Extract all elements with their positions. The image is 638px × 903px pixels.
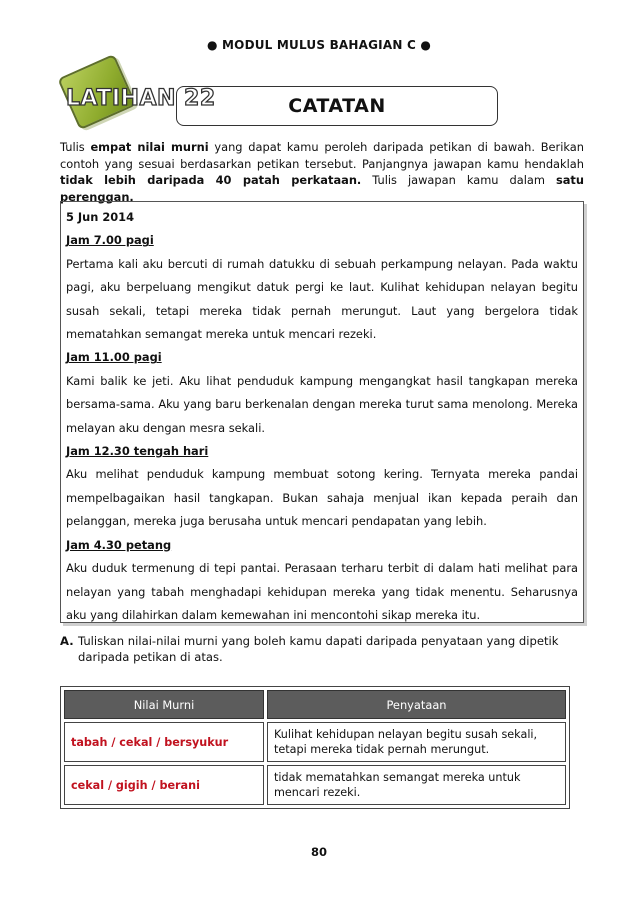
instructions-text-3: Tulis jawapan kamu dalam [361, 173, 556, 187]
entry-time: Jam 7.00 pagi [66, 233, 154, 248]
penyataan-cell: tidak mematahkan semangat mereka untuk mencari rezeki. [267, 765, 566, 805]
module-header: ● MODUL MULUS BAHAGIAN C ● [206, 38, 432, 52]
entry-text: Pertama kali aku bercuti di rumah datukku di sebuah perkampung nelayan. Pada waktu pagi, aku berpeluang mengikut datuk pergi ke laut. Kulihat kehidupan nelayan begitu susah sekali, tetapi mereka tidak pernah merungut. Laut yang bergelora tidak mematahkan semangat mereka untuk mencari rezeki. [66, 256, 578, 342]
page-number: 80 [310, 845, 327, 859]
passage-date: 5 Jun 2014 [66, 210, 135, 224]
instructions-bold-1: empat nilai murni [90, 140, 209, 154]
question-text-line2: daripada petikan di atas. [78, 649, 223, 664]
nilai-cell: tabah / cekal / bersyukur [64, 722, 264, 762]
diary-passage [60, 201, 584, 623]
entry-time: Jam 4.30 petang [66, 537, 172, 552]
instructions-text-2: yang dapat kamu peroleh daripada petikan di bawah. Berikan contoh yang sesuai berdasarkan petikan tersebut. Panjangnya jawapan kamu hendaklah [60, 140, 584, 171]
table-row [64, 765, 566, 805]
exercise-type-title: CATATAN [176, 86, 498, 126]
instructions-text-1: Tulis [60, 140, 91, 154]
instructions [60, 139, 584, 205]
instructions-bold-3: satu perenggan. [60, 173, 584, 204]
column-header-penyataan: Penyataan [267, 690, 566, 719]
exercise-number: LATIHAN 22 [66, 86, 216, 111]
instructions-bold-2: tidak lebih daripada 40 patah perkataan. [60, 173, 362, 187]
question-text-line1: Tuliskan nilai-nilai murni yang boleh kamu dapati daripada penyataan yang dipetik [78, 634, 559, 648]
question-a [60, 634, 584, 665]
entry-time: Jam 11.00 pagi [66, 350, 162, 365]
entry-text: Kami balik ke jeti. Aku lihat penduduk kampung mengangkat hasil tangkapan mereka bersama-sama. Aku yang baru berkenalan dengan mereka turut sama menolong. Mereka melayan aku dengan mesra sekali. [66, 373, 578, 435]
entry-text: Aku duduk termenung di tepi pantai. Perasaan terharu terbit di dalam hati melihat para nelayan yang tabah menghadapi kehidupan mereka yang tidak menentu. Seharusnya aku yang dilahirkan dalam kemewahan ini mencontohi sikap mereka itu. [66, 561, 578, 622]
table-header-row [64, 690, 566, 719]
answer-table [60, 686, 570, 809]
column-header-nilai: Nilai Murni [64, 690, 264, 719]
question-letter: A. [60, 634, 74, 648]
penyataan-cell: Kulihat kehidupan nelayan begitu susah sekali, tetapi mereka tidak pernah merungut. [267, 722, 566, 762]
entry-time: Jam 12.30 tengah hari [66, 444, 209, 459]
table-row [64, 722, 566, 762]
entry-text: Aku melihat penduduk kampung membuat sotong kering. Ternyata mereka pandai mempelbagaikan hasil tangkapan. Bukan sahaja menjual ikan kepada peraih dan pelanggan, mereka juga berusaha untuk mencari pendapatan yang lebih. [66, 467, 578, 529]
nilai-cell: cekal / gigih / berani [64, 765, 264, 805]
